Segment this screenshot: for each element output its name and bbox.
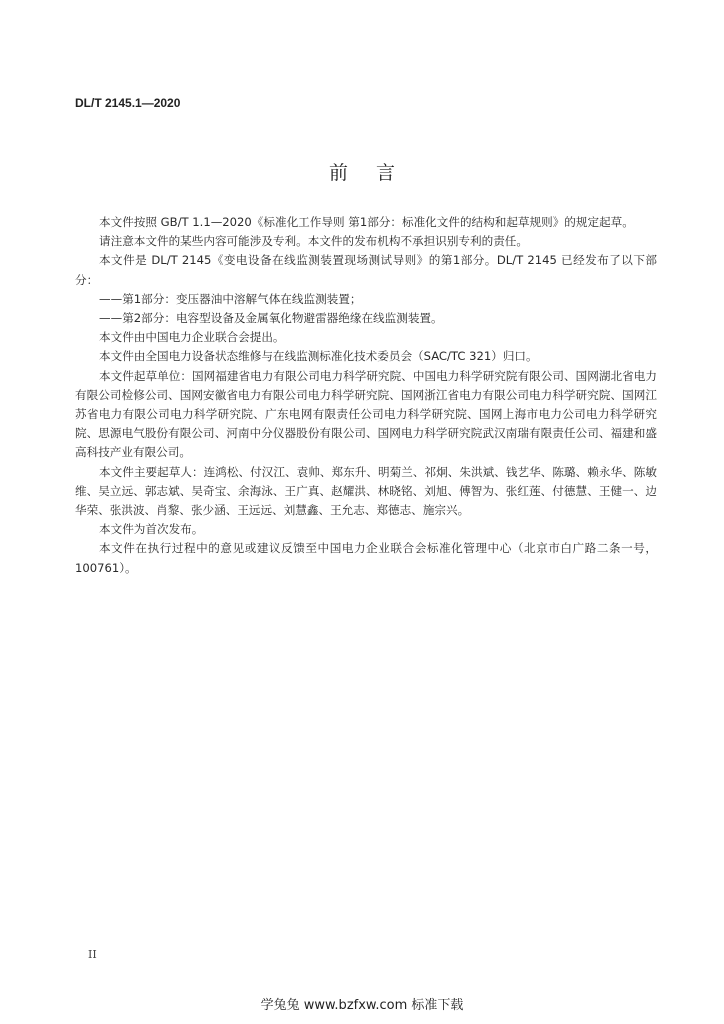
footer-watermark: 学兔兔 www.bzfxw.com 标准下载 [260,998,464,1013]
paragraph-under-jurisdiction: 本文件由全国电力设备状态维修与在线监测标准化技术委员会（SAC/TC 321）归口。 [99,349,538,364]
foreword-body [75,213,657,578]
list-item-part-1: ——第1部分：变压器油中溶解气体在线监测装置； [99,291,362,306]
paragraph-series-info: 本文件是 DL/T 2145《变电设备在线监测装置现场测试导则》的第1部分。DL/T 2145 已经发布了以下部分： [75,253,657,287]
paragraph-feedback: 本文件在执行过程中的意见或建议反馈至中国电力企业联合会标准化管理中心（北京市白广路二条一号，100761）。 [75,541,657,575]
paragraph-drafting-organizations: 本文件起草单位：国网福建省电力有限公司电力科学研究院、中国电力科学研究院有限公司、国网湖北省电力有限公司检修公司、国网安徽省电力有限公司电力科学研究院、国网浙江省电力有限公司电力科学研究院、国网江苏省电力有限公司电力科学研究院、广东电网有限责任公司电力科学研究院、国网上海市电力公司电力科学研究院、思源电气股份有限公司、河南中分仪器股份有限公司、国网电力科学研究院武汉南瑞有限责任公司、福建和盛高科技产业有限公司。 [75,368,657,460]
document-code: DL/T 2145.1—2020 [75,96,181,110]
list-item-part-2: ——第2部分：电容型设备及金属氧化物避雷器绝缘在线监测装置。 [99,311,443,326]
page-number: II [88,948,97,961]
paragraph-proposed-by: 本文件由中国电力企业联合会提出。 [99,330,285,345]
paragraph-patent-notice: 请注意本文件的某些内容可能涉及专利。本文件的发布机构不承担识别专利的责任。 [99,234,528,249]
paragraph-drafting-rules: 本文件按照 GB/T 1.1—2020《标准化工作导则 第1部分：标准化文件的结构和起草规则》的规定起草。 [99,215,634,229]
page-title: 前言 [328,162,423,184]
paragraph-first-release: 本文件为首次发布。 [99,522,204,537]
paragraph-main-drafters: 本文件主要起草人：连鸿松、付汉江、袁帅、郑东升、明菊兰、祁炯、朱洪斌、钱艺华、陈璐、赖永华、陈敏维、吴立远、郭志斌、吴奇宝、余海泳、王广真、赵耀洪、林晓铭、刘旭、傅智为、张红莲、付德慧、王健一、边华荣、张洪波、肖黎、张少涵、王远远、刘慧鑫、王允志、郑德志、施宗兴。 [75,464,657,518]
